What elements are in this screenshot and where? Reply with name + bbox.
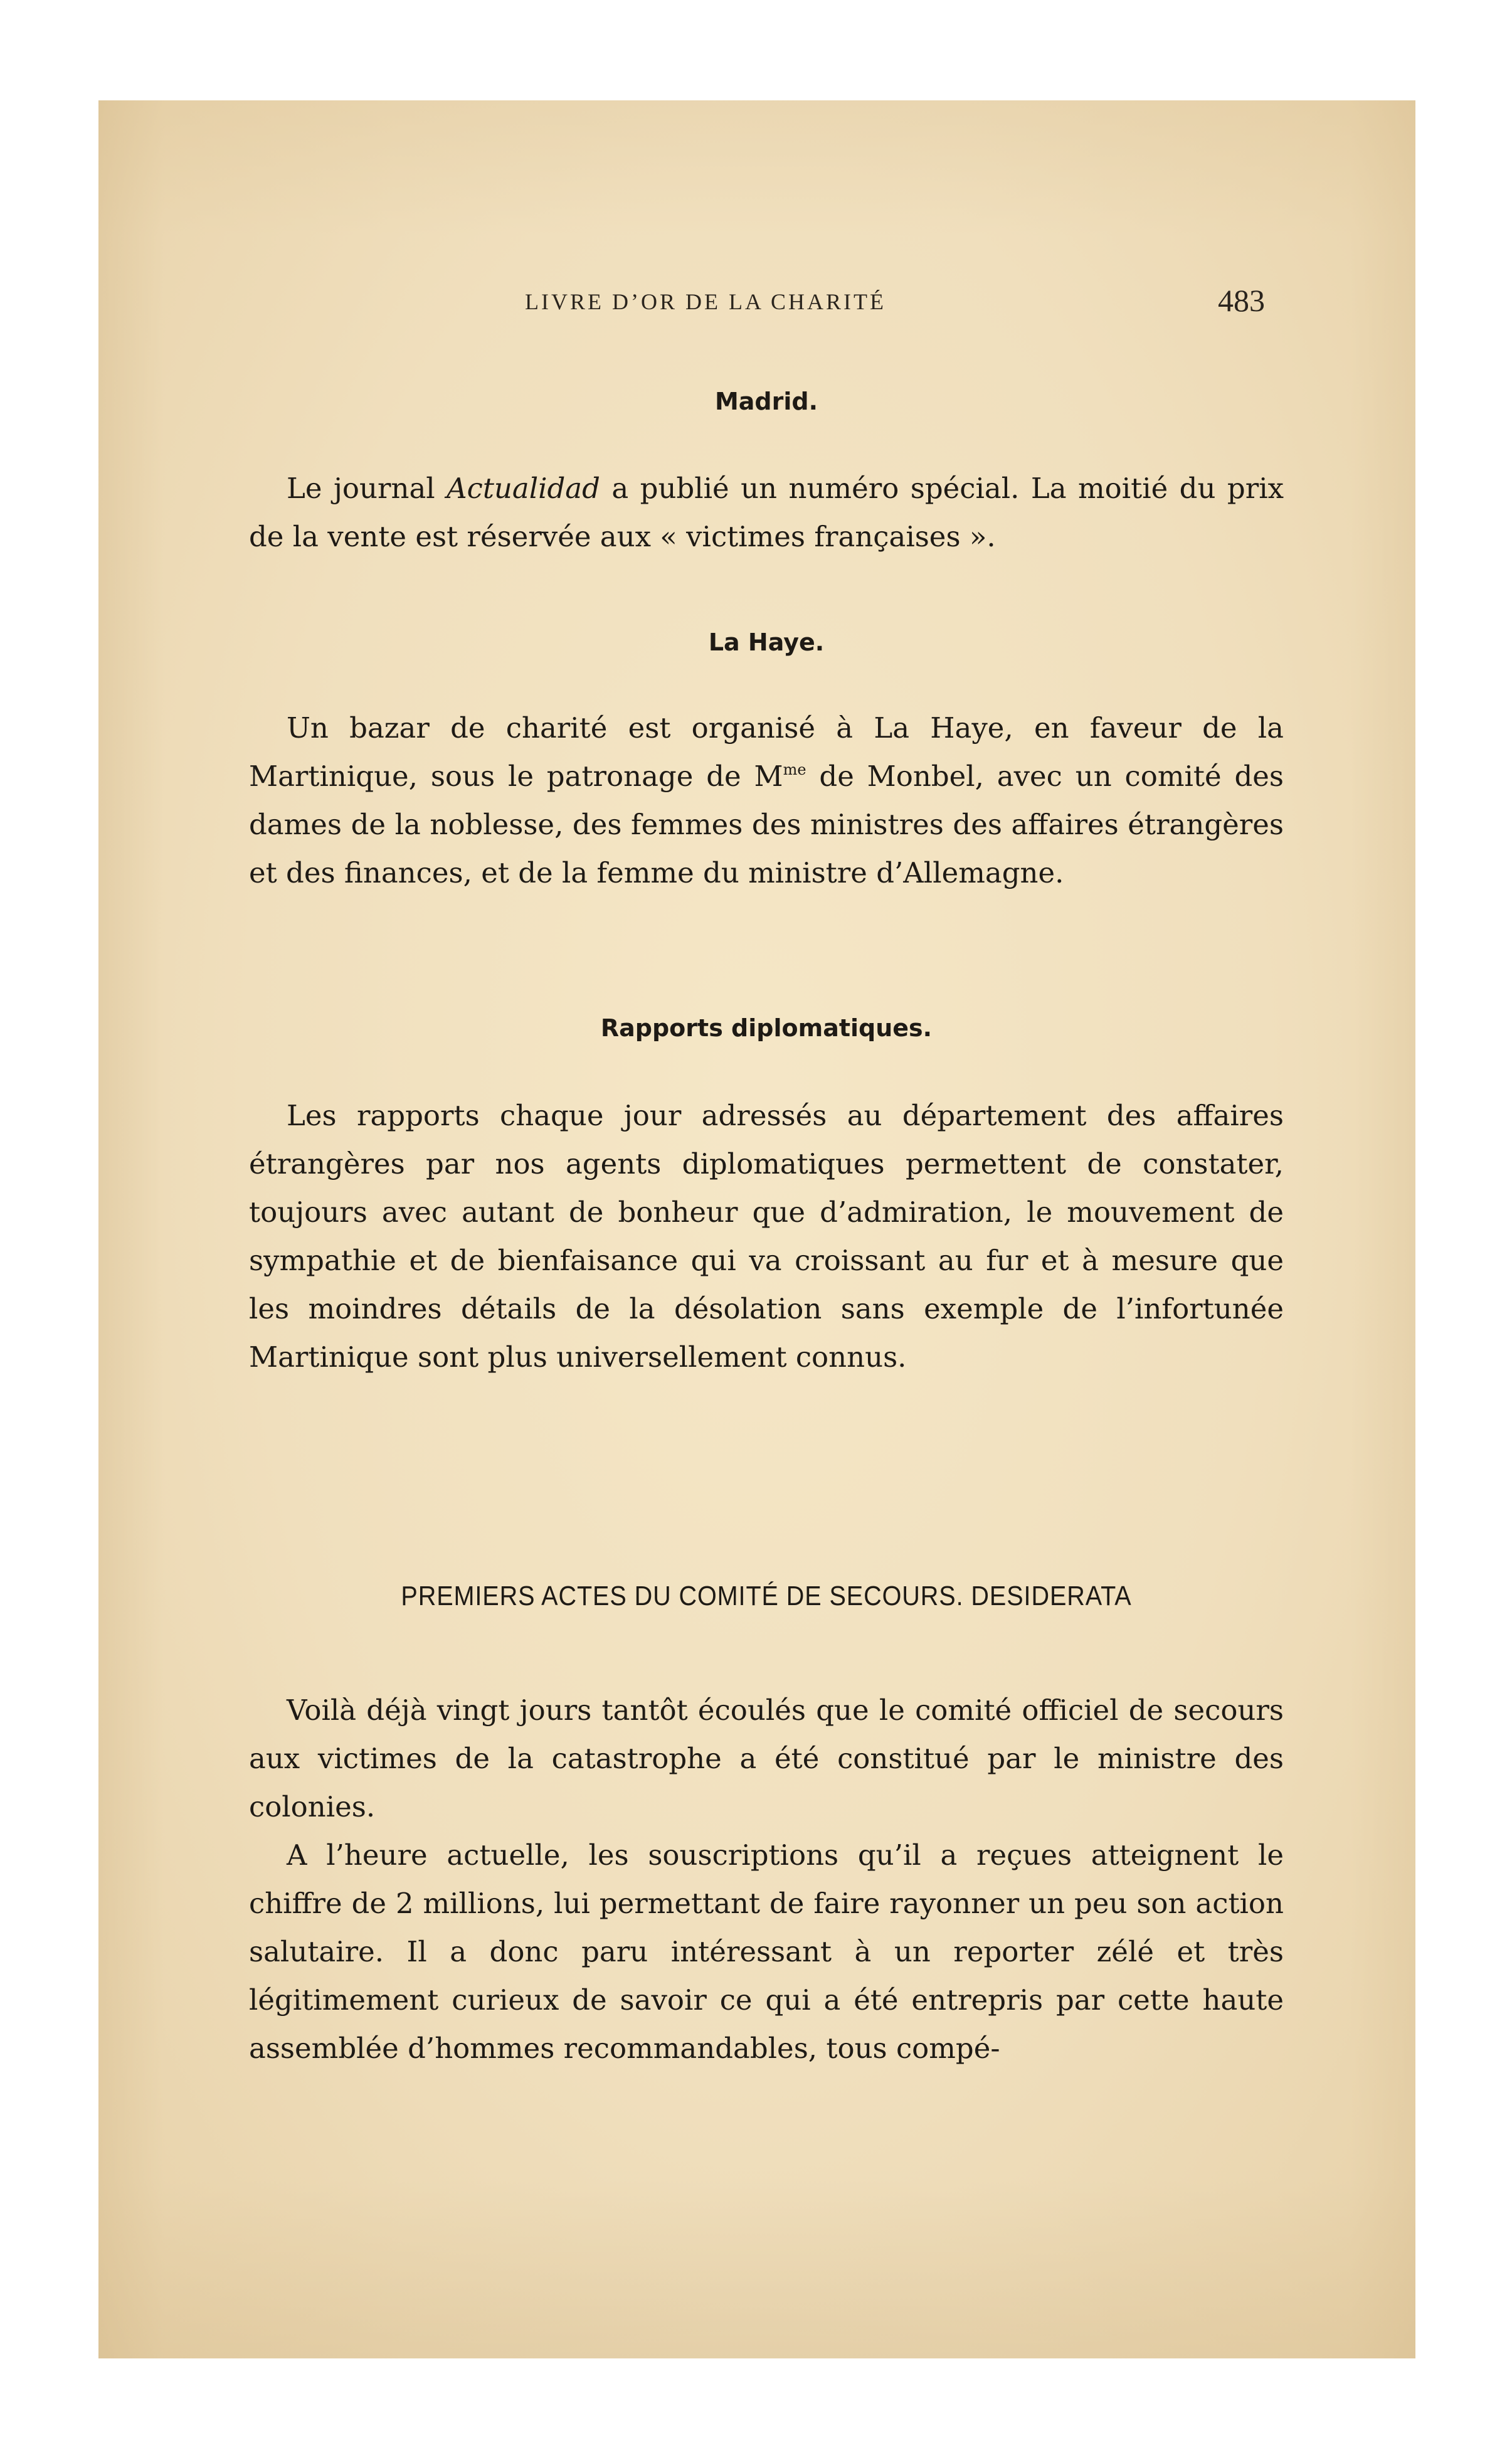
section-heading-la-haye: La Haye. [708,628,825,656]
chapter-paragraph-2: A l’heure actuelle, les souscriptions qu’il a reçues atteignent le chiffre de 2 millions, lui permettant de faire rayonner un peu son action salutaire. Il a donc paru intéressant à un reporter zélé et très légitimement curieux de savoir ce qui a été entrepris par cette haute assemblée d’hommes recommandables, tous compé- [249,1838,1284,2065]
superscript-abbrev: me [783,761,806,778]
paragraph-text: a publié un numéro spécial. La moitié du prix de la vente est réservée aux « victimes françaises ». [249,472,1284,553]
section-body-la-haye [249,704,1284,897]
chapter-body [249,1686,1284,2072]
paragraph-madrid [249,464,1284,561]
running-head [249,282,1284,326]
paragraph-text: Un bazar de charité est organisé à La Haye, en faveur de la Martinique, sous le patronage de M [249,711,1284,793]
section-body-rapports [249,1091,1284,1381]
section-heading-rapports: Rapports diplomatiques. [600,1014,933,1042]
paragraph-text: Le journal [287,472,447,505]
paragraph-text: de Monbel, avec un comité des dames de la noblesse, des femmes des ministres des affaires étrangères et des finances, et de la femme du ministre d’Allemagne. [249,760,1284,889]
book-page [98,100,1415,2358]
page-number: 483 [1218,283,1265,318]
paragraph-rapports: Les rapports chaque jour adressés au département des affaires étrangères par nos agents diplomatiques permettent de constater, toujours avec autant de bonheur que d’admiration, le mouvement de sympathie et de bienfaisance qui va croissant au fur et à mesure que les moindres détails de la désolation sans exemple de l’infortunée Martinique sont plus universellement connus. [249,1099,1284,1374]
chapter-heading: PREMIERS ACTES DU COMITÉ DE SECOURS. DESIDERATA [401,1581,1132,1611]
paragraph-la-haye [249,704,1284,897]
chapter-paragraph-1: Voilà déjà vingt jours tantôt écoulés que le comité officiel de secours aux victimes de la catastrophe a été constitué par le ministre des colonies. [249,1694,1284,1823]
running-title: LIVRE D’OR DE LA CHARITÉ [525,289,886,314]
section-body-madrid [249,464,1284,561]
section-heading-madrid: Madrid. [714,388,818,415]
journal-title: Actualidad [447,472,600,505]
